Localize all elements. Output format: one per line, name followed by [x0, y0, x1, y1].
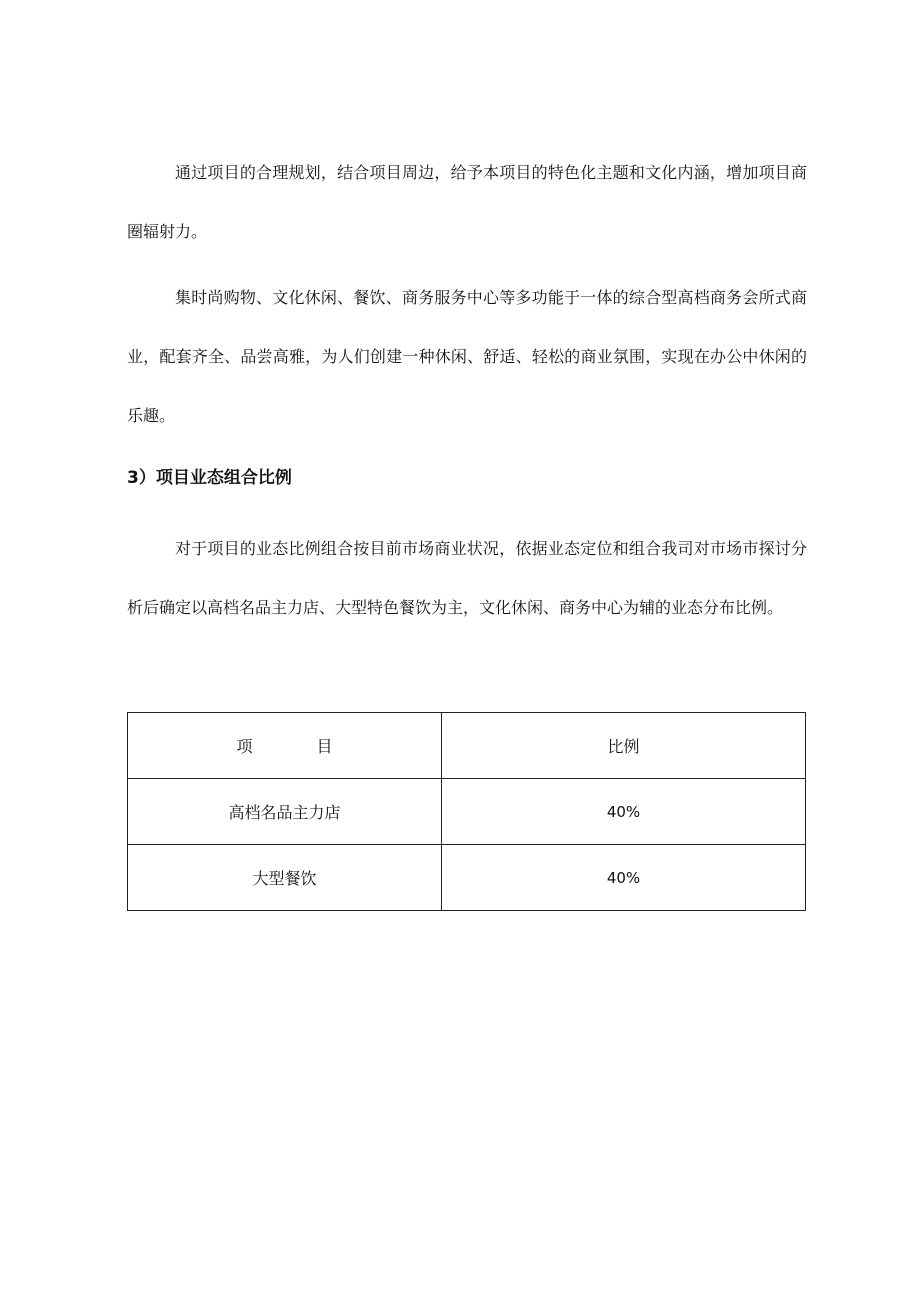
paragraph-planning: 通过项目的合理规划，结合项目周边，给予本项目的特色化主题和文化内涵，增加项目商圈辐射力。	[127, 163, 807, 241]
row-item-cell: 大型餐饮	[128, 845, 442, 911]
table-header-row	[128, 713, 806, 779]
header-ratio-cell: 比例	[442, 713, 806, 779]
row-item-cell: 高档名品主力店	[128, 779, 442, 845]
paragraph-positioning: 集时尚购物、文化休闲、餐饮、商务服务中心等多功能于一体的综合型高档商务会所式商业，配套齐全、品尝高雅，为人们创建一种休闲、舒适、轻松的商业氛围，实现在办公中休闲的乐趣。	[127, 288, 807, 425]
row-ratio-cell: 40%	[442, 845, 806, 911]
section-heading: 3）项目业态组合比例	[127, 468, 292, 488]
paragraph-format-ratio: 对于项目的业态比例组合按目前市场商业状况，依据业态定位和组合我司对市场市探讨分析后确定以高档名品主力店、大型特色餐饮为主，文化休闲、商务中心为辅的业态分布比例。	[127, 539, 807, 617]
header-item-cell: 项 目	[128, 713, 442, 779]
row-ratio-cell: 40%	[442, 779, 806, 845]
table-row	[128, 845, 806, 911]
table-row	[128, 779, 806, 845]
format-ratio-table	[127, 712, 806, 911]
